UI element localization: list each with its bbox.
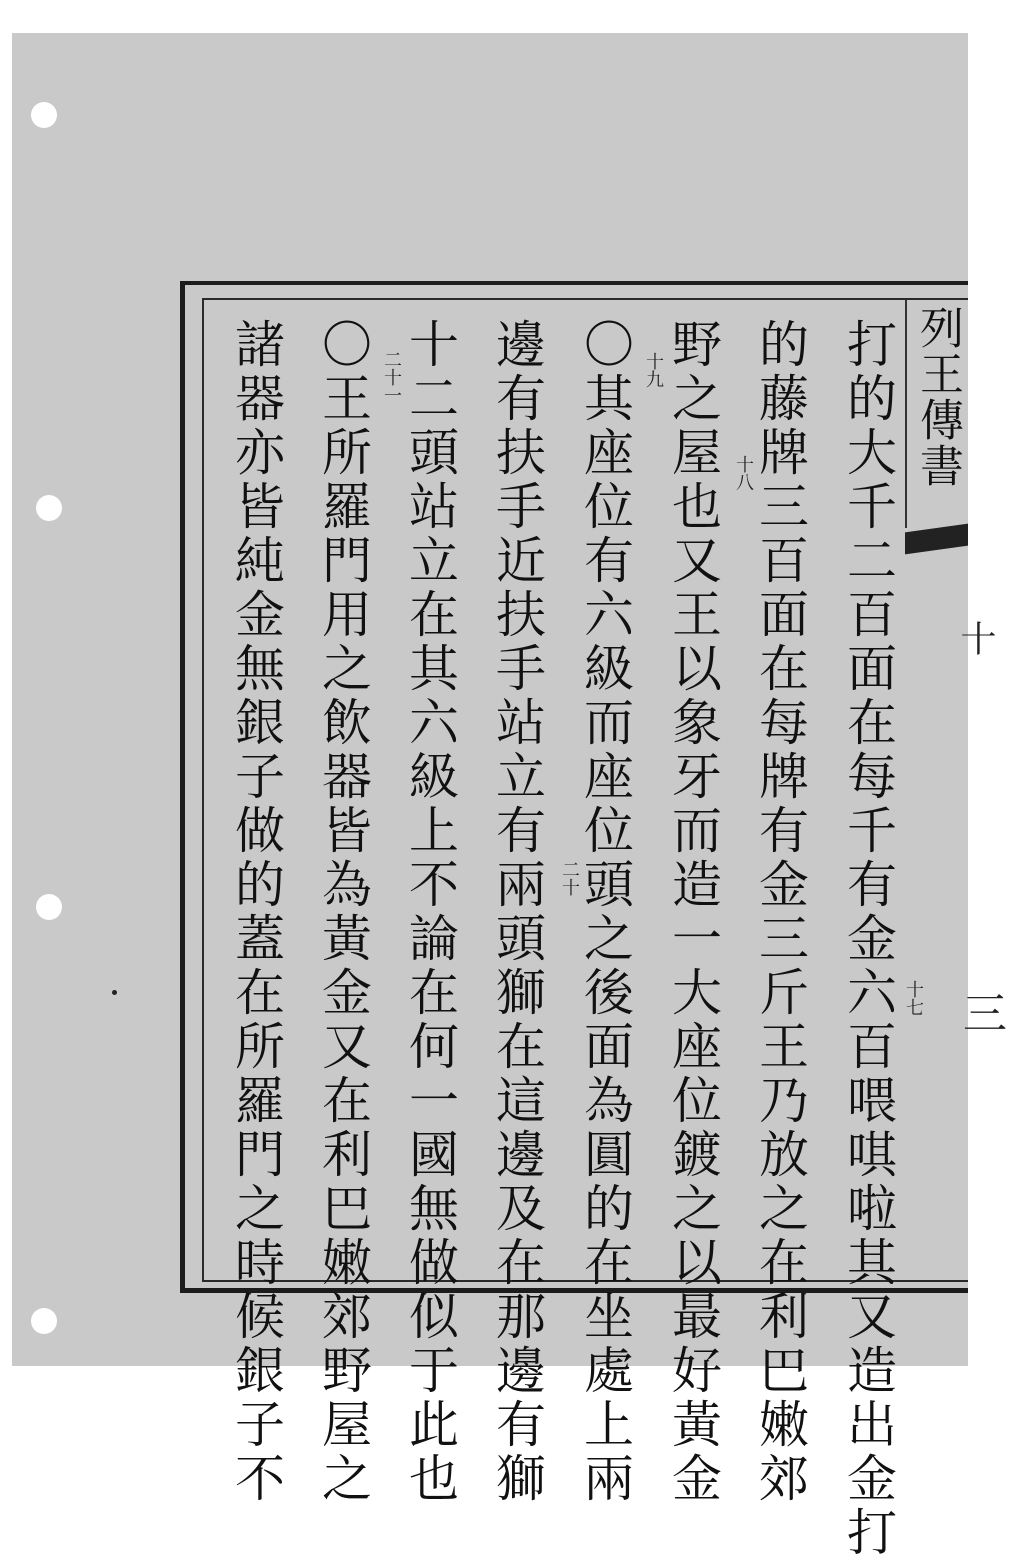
text-column-5: 邊有扶手近扶手站立有兩頭獅在這邊及在那邊有獅: [488, 318, 546, 1506]
verse-number-20: 二十: [559, 860, 580, 896]
text-column-4: 〇其座位有六級而座位頭之後面為圓的在坐處上兩: [576, 318, 634, 1506]
edge-mark-2: 三: [955, 990, 1006, 1034]
text-column-7: 〇王所羅門用之飲器皆為黃金又在利巴嫩郊野屋之: [314, 318, 372, 1506]
text-column-3: 野之屋也又王以象牙而造一大座位鍍之以最好黃金: [664, 318, 722, 1506]
book-title: 列王傳書: [912, 305, 963, 489]
binder-hole-3: [36, 894, 62, 920]
verse-number-21: 二十一: [381, 350, 402, 404]
verse-number-18: 十八: [733, 455, 754, 491]
binder-hole-1: [31, 102, 57, 128]
binder-hole-4: [31, 1308, 57, 1334]
title-box-rule: [905, 300, 907, 528]
verse-number-17: 十七: [903, 980, 924, 1016]
edge-mark-1: 十: [955, 620, 996, 656]
binder-hole-2: [36, 495, 62, 521]
text-column-1: 打的大千二百面在每千有金六百喂唭啦其又造出金打: [839, 318, 897, 1560]
text-column-8: 諸器亦皆純金無銀子做的蓋在所羅門之時候銀子不: [227, 318, 285, 1506]
text-column-2: 的藤牌三百面在每牌有金三斤王乃放之在利巴嫩郊: [751, 318, 809, 1506]
text-column-6: 十二頭站立在其六級上不論在何一國無做似于此也: [401, 318, 459, 1506]
speck: [112, 990, 117, 995]
verse-number-19: 十九: [643, 352, 664, 388]
